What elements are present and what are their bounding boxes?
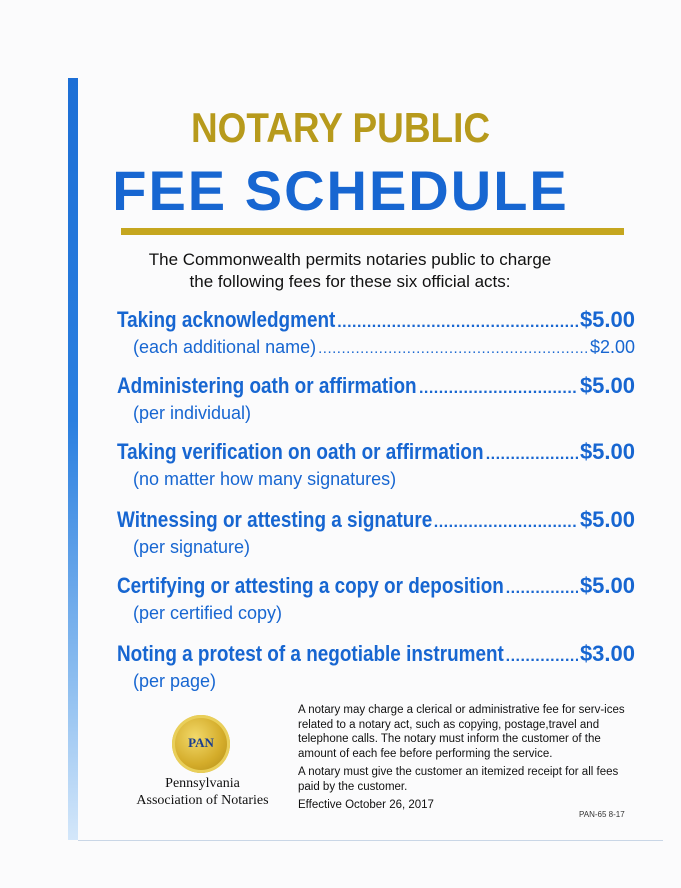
intro-line-1: The Commonwealth permits notaries public to charge [148,250,552,269]
fee-label: Taking verification on oath or affirmation [117,439,484,464]
leader-dots [318,338,588,360]
effective-date: Effective October 26, 2017 [298,799,434,811]
fee-label: Certifying or attesting a copy or deposition [117,573,504,598]
title-notary-public: NOTARY PUBLIC [190,104,491,151]
fee-amount: $5.00 [579,439,635,464]
fee-item-witnessing [117,507,635,558]
fine-print-notes [298,703,638,817]
seal-text: PAN [188,735,214,750]
form-code: PAN-65 8-17 [579,810,625,819]
leader-dots [434,510,578,536]
pan-seal-logo [172,715,230,773]
fee-item-certifying [117,573,635,624]
fee-label: Witnessing or attesting a signature [117,507,433,532]
fee-sub-amount: $2.00 [589,337,635,357]
fee-note: (per page) [133,671,217,691]
fee-note: (per signature) [133,537,251,557]
gold-divider [121,228,624,235]
bottom-divider [78,840,663,841]
fee-note: (each additional name) [133,337,317,357]
fee-amount: $5.00 [579,307,635,332]
fee-note: (no matter how many signatures) [133,469,397,489]
fee-item-protest [117,641,635,692]
fee-amount: $5.00 [579,373,635,398]
leader-dots [506,644,578,670]
title-fee-schedule: FEE SCHEDULE [112,159,569,222]
fee-label: Noting a protest of a negotiable instrument [117,641,504,666]
leader-dots [337,310,578,336]
fee-amount: $3.00 [579,641,635,666]
intro-text [0,249,681,293]
note-clerical-fee: A notary may charge a clerical or administrative fee for serv-ices related to a notary act, such as copying, postage,travel and telephone calls. The notary must inform the customer of the amount of each fee before performing the service. [298,704,625,760]
intro-line-2: the following fees for these six official acts: [189,272,511,291]
leader-dots [419,376,578,402]
leader-dots [506,576,578,602]
organization-name [125,775,280,809]
fee-note: (per individual) [133,403,252,423]
fee-note: (per certified copy) [133,603,283,623]
leader-dots [486,442,578,468]
organization-line-1: Pennsylvania [165,776,240,791]
note-itemized-receipt: A notary must give the customer an itemized receipt for all fees paid by the customer. [298,766,619,793]
fee-label: Taking acknowledgment [117,307,336,332]
fee-label: Administering oath or affirmation [117,373,417,398]
organization-line-2: Association of Notaries [136,793,269,808]
fee-amount: $5.00 [579,573,635,598]
fee-item-verification [117,439,635,490]
fee-amount: $5.00 [579,507,635,532]
fee-item-acknowledgment [117,307,635,360]
fee-item-oath [117,373,635,424]
